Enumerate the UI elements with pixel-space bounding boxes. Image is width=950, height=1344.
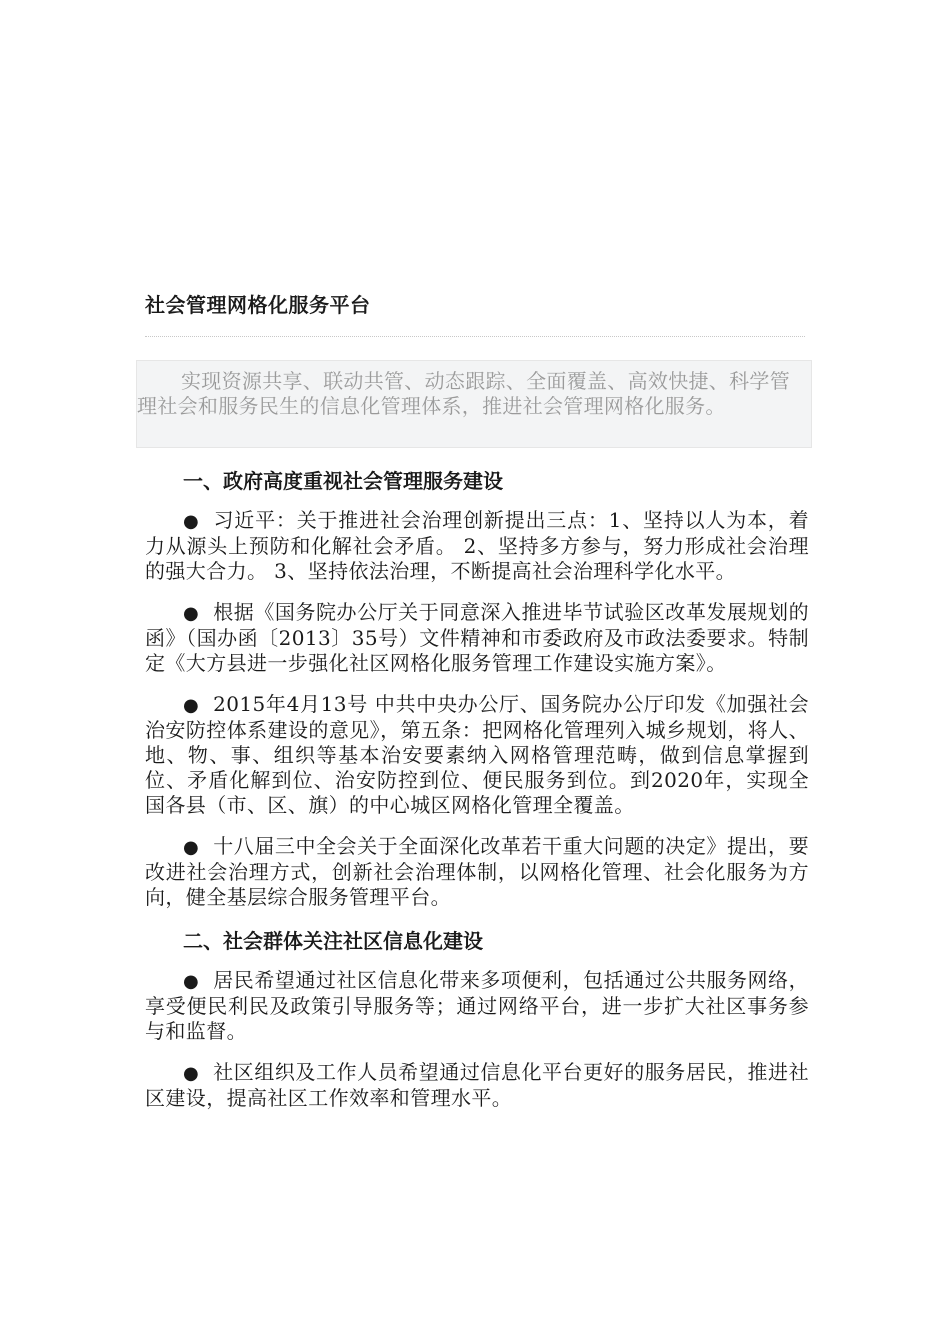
bullet-icon: ● — [183, 837, 200, 858]
section-heading: 二、社会群体关注社区信息化建设 — [183, 929, 483, 953]
paragraph-text: 根据《国务院办公厅关于同意深入推进毕节试验区改革发展规划的函》（国办函〔2013〕35号）文件精神和市委政府及市政法委要求。特制定《大方县进一步强化社区网格化服务管理工作建设实施方案》。 — [145, 600, 809, 675]
bullet-icon: ● — [183, 511, 200, 532]
section-1 — [145, 466, 809, 910]
bullet-paragraph — [145, 508, 809, 584]
document-body — [145, 466, 809, 1127]
section-2 — [145, 926, 809, 1111]
document-title: 社会管理网格化服务平台 — [145, 293, 371, 317]
bullet-icon: ● — [183, 971, 200, 992]
bullet-paragraph — [145, 1060, 809, 1111]
paragraph-text: 社区组织及工作人员希望通过信息化平台更好的服务居民，推进社区建设，提高社区工作效率和管理水平。 — [145, 1060, 809, 1110]
bullet-icon: ● — [183, 603, 200, 624]
bullet-paragraph — [145, 692, 809, 818]
paragraph-text: 习近平：关于推进社会治理创新提出三点：1、坚持以人为本，着力从源头上预防和化解社会矛盾。 2、坚持多方参与，努力形成社会治理的强大合力。 3、坚持依法治理，不断提高社会治理科学化水平。 — [145, 508, 809, 583]
bullet-paragraph — [145, 600, 809, 676]
paragraph-text: 2015年4月13号 中共中央办公厅、国务院办公厅印发《加强社会治安防控体系建设的意见》，第五条：把网格化管理列入城乡规划，将人、地、物、事、组织等基本治安要素纳入网格管理范畴，做到信息掌握到位、矛盾化解到位、治安防控到位、便民服务到位。到2020年，实现全国各县（市、区、旗）的中心城区网格化管理全覆盖。 — [145, 692, 809, 817]
bullet-icon: ● — [183, 1063, 200, 1084]
summary-box — [136, 360, 812, 448]
bullet-paragraph — [145, 968, 809, 1044]
section-heading: 一、政府高度重视社会管理服务建设 — [183, 469, 503, 493]
bullet-paragraph — [145, 834, 809, 910]
paragraph-text: 十八届三中全会关于全面深化改革若干重大问题的决定》提出，要改进社会治理方式，创新社会治理体制，以网格化管理、社会化服务为方向，健全基层综合服务管理平台。 — [145, 834, 809, 909]
paragraph-text: 居民希望通过社区信息化带来多项便利，包括通过公共服务网络，享受便民利民及政策引导服务等；通过网络平台，进一步扩大社区事务参与和监督。 — [145, 968, 809, 1043]
summary-text: 实现资源共享、联动共管、动态跟踪、全面覆盖、高效快捷、科学管理社会和服务民生的信息化管理体系，推进社会管理网格化服务。 — [137, 369, 790, 418]
title-divider — [145, 336, 805, 337]
bullet-icon: ● — [183, 695, 200, 716]
